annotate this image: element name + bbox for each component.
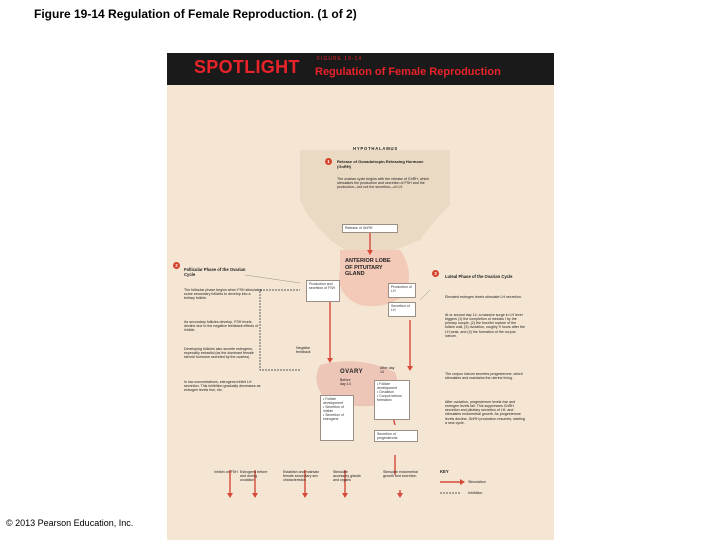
- follicular-p4: In low concentrations, estrogens inhibit LH secretion. This inhibition gradually decreases as estrogen levels rise, etc.: [184, 380, 261, 393]
- lh-secretion-box: Secretion of LH: [388, 302, 416, 317]
- negative-feedback-label: Negative feedback: [296, 346, 311, 355]
- luteal-p4: After ovulation, progesterone levels rise and estrogen levels fall. This suppresses GnRH secretion and pituitary secretion of LH, and stimulates endometrial growth. As progesterone levels decline, GnRH production resumes, starting a new cycle.: [445, 400, 525, 425]
- copyright-notice: © 2013 Pearson Education, Inc.: [6, 518, 134, 528]
- ovary-after-box: • Follicle development • Ovulation • Corpus luteum formation: [374, 380, 410, 420]
- step-1-badge: 1: [325, 158, 332, 165]
- ovary-before-day14: Before day 14: [340, 378, 351, 387]
- bottom-target-1: Inhibin on FSH: [214, 470, 238, 474]
- lh-production-box: Production of LH: [388, 283, 416, 298]
- follicular-p3: Developing follicles also secrete estrogens, especially estradiol (as the dominant female steroid hormone secreted by the ovaries).: [184, 347, 254, 360]
- key-title: KEY: [440, 469, 449, 474]
- bottom-target-4: Stimulate accessory glands and organs: [333, 470, 361, 483]
- gnrh-box: Release of GnRH: [342, 224, 398, 233]
- spotlight-label: SPOTLIGHT: [194, 57, 300, 77]
- bottom-target-2: Estrogens before and during ovulation: [240, 470, 268, 483]
- slide-title: Figure 19-14 Regulation of Female Reproduction. (1 of 2): [34, 7, 357, 21]
- luteal-p1: Elevated estrogen levels stimulate LH secretion.: [445, 295, 522, 299]
- follicular-p1: The follicular phase begins when FSH stimulates some secondary follicles to develop into a tertiary follicle.: [184, 288, 262, 301]
- ovary-before-box: • Follicle development • Secretion of inhibin • Secretion of estrogens: [320, 395, 354, 441]
- key-stimulation: Stimulation: [468, 480, 486, 484]
- ovary-after-day14: After day 14: [380, 366, 395, 375]
- ovary-label: OVARY: [340, 369, 364, 375]
- luteal-heading: Luteal Phase of the Ovarian Cycle: [445, 274, 513, 279]
- neg-feedback-line: [260, 290, 300, 370]
- bottom-target-3: Establish and maintain female secondary sex characteristics: [283, 470, 320, 483]
- figure-title: Regulation of Female Reproduction: [315, 66, 501, 78]
- hypothalamus-body: The ovarian cycle begins with the release of GnRH, which stimulates the production and secretion of FSH and the production—but not the secretion—of LH.: [337, 177, 430, 190]
- follicular-heading: Follicular Phase of the Ovarian Cycle: [184, 267, 246, 277]
- key-inhibition: Inhibition: [468, 491, 483, 495]
- luteal-p3: The corpus luteum secretes progesterone, which stimulates and maintains the uterine lining.: [445, 372, 523, 381]
- hypothalamus-heading: Release of Gonadotropin-Releasing Hormone (GnRH): [337, 159, 424, 169]
- fsh-box: Production and secretion of FSH: [306, 280, 340, 302]
- pituitary-title: ANTERIOR LOBE OF PITUITARY GLAND: [345, 258, 391, 278]
- hypothalamus-title: HYPOTHALAMUS: [353, 146, 398, 151]
- step-2-badge: 2: [173, 262, 180, 269]
- figure-number: FIGURE 19-14: [317, 56, 363, 62]
- luteal-p2: At or around day 14, a massive surge in LH level triggers (1) the completion of meiosis I by the primary oocyte, (2) the forceful rupture of the follicle wall, (3) ovulation, roughly 9 hours after the LH peak, and (4) the formation of the corpus luteum.: [445, 313, 525, 338]
- bottom-target-5: Stimulate endometrial growth and secretion: [383, 470, 418, 479]
- progesterone-box: Secretion of progesterone: [374, 430, 418, 442]
- step-3-badge: 3: [432, 270, 439, 277]
- follicular-p2: As secondary follicles develop, FSH levels decline due to the negative feedback effects of inhibin.: [184, 320, 259, 333]
